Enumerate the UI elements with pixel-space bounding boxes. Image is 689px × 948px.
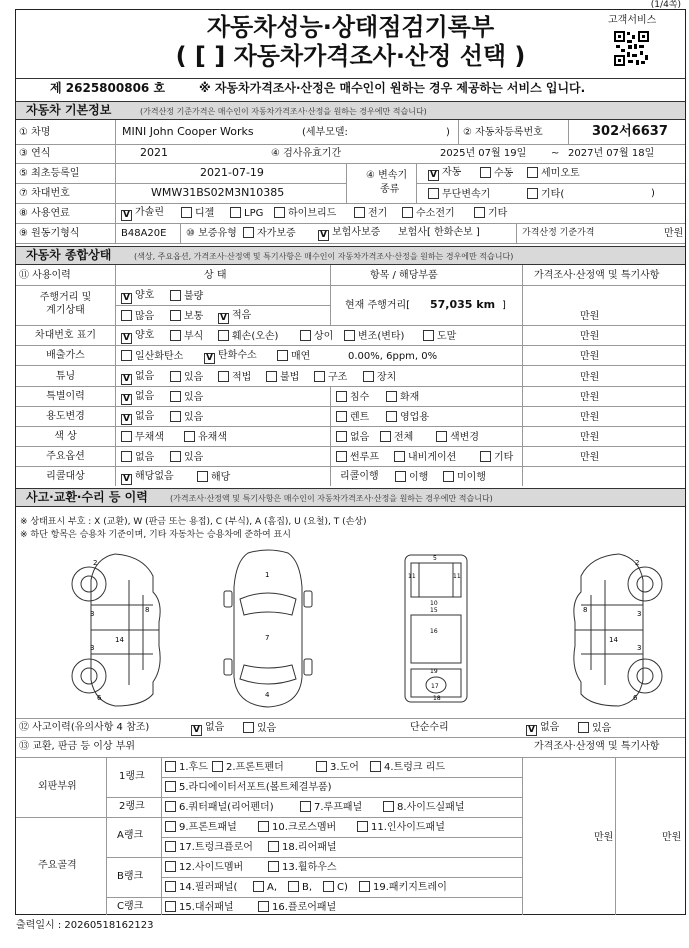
page-number: (1/4쪽) (650, 0, 681, 10)
part-door[interactable]: 3.도어 (316, 761, 359, 774)
part-floor-panel[interactable]: 16.플로어패널 (258, 901, 336, 914)
part-rear-panel[interactable]: 18.리어패널 (268, 841, 337, 854)
svg-text:3: 3 (637, 644, 642, 652)
special-none[interactable]: V 없음 (121, 391, 154, 405)
fuel-electric[interactable]: 전기 (354, 207, 387, 220)
use-none[interactable]: V 없음 (121, 411, 154, 425)
detail-model-close: ) (446, 127, 450, 138)
label-transmission: ④ 변속기 (366, 170, 408, 181)
option-other[interactable]: 기타 (480, 451, 513, 464)
svg-text:6: 6 (97, 694, 102, 702)
svg-text:6: 6 (633, 694, 638, 702)
model-year: 2021 (140, 146, 168, 159)
label-car-name: ① 차명 (19, 127, 51, 138)
label-abnormal-parts: ⑬ 교환, 판금 등 이상 부위 (19, 741, 136, 752)
mileage-bad[interactable]: 불량 (170, 290, 203, 303)
reg-number: 302서6637 (592, 124, 668, 139)
use-yes[interactable]: 있음 (170, 411, 203, 424)
car-left-side-diagram (55, 550, 185, 710)
fuel-hybrid[interactable]: 하이브리드 (274, 207, 336, 220)
emission-smoke[interactable]: 매연 (277, 350, 310, 363)
accident-note: (가격조사·산정액 및 특기사항은 매수인이 자동차가격조사·산정을 원하는 경우에만 적습니다) (170, 494, 493, 503)
vin-altered[interactable]: 변조(변타) (344, 330, 404, 343)
tuning-price: 만원 (580, 372, 600, 383)
part-cross-member[interactable]: 10.크로스멤버 (258, 821, 336, 834)
vin-good[interactable]: V 양호 (121, 330, 154, 344)
color-none[interactable]: 없음 (336, 431, 369, 444)
mileage-normal[interactable]: 보통 (170, 310, 203, 323)
label-options: 주요옵션 (46, 451, 85, 462)
first-reg-date: 2021-07-19 (200, 166, 264, 179)
recall-none[interactable]: V 해당없음 (121, 471, 174, 485)
special-yes[interactable]: 있음 (170, 391, 203, 404)
color-price: 만원 (580, 432, 600, 443)
label-outer-panel: 외판부위 (38, 781, 77, 792)
label-reg-number: ② 자동차등록번호 (463, 127, 543, 138)
vin-number: WMW31BS02M3N10385 (151, 186, 285, 199)
service-notice: ※ 자동차가격조사·산정은 매수인이 원하는 경우 제공하는 서비스 입니다. (199, 81, 586, 95)
svg-text:18: 18 (433, 695, 441, 702)
parts-price-2: 만원 (662, 832, 682, 843)
warranty-insurance[interactable]: V 보험사보증 (318, 227, 380, 241)
recall-yes[interactable]: 해당 (197, 471, 230, 484)
mileage-bracket-close: ] (502, 300, 506, 311)
current-mileage: 57,035 km (430, 298, 496, 311)
svg-text:8: 8 (145, 606, 150, 614)
part-quarter-panel[interactable]: 6.쿼터패널(리어펜더) (165, 801, 274, 814)
trans-semi[interactable]: 세미오토 (527, 167, 580, 180)
trans-other-close: ) (651, 188, 655, 199)
svg-text:2: 2 (635, 559, 640, 567)
car-frame-diagram (403, 551, 469, 706)
title-main: 자동차성능·상태점검기록부 (206, 13, 495, 41)
mileage-good[interactable]: V 양호 (121, 290, 154, 304)
use-rent[interactable]: 렌트 (336, 411, 369, 424)
label-use-change: 용도변경 (46, 411, 85, 422)
special-price: 만원 (580, 392, 600, 403)
overall-status-note: (색상, 주요옵션, 가격조사·산정액 및 특기사항은 매수인이 자동차가격조사·산정을 원하는 경우에만 적습니다) (134, 252, 514, 261)
svg-text:7: 7 (265, 634, 270, 642)
mileage-high[interactable]: 많음 (121, 310, 154, 323)
header-items: 항목 / 해당부품 (370, 270, 438, 281)
color-full[interactable]: 전체 (380, 431, 413, 444)
part-pillar-a[interactable]: A, (253, 881, 277, 894)
part-package-tray[interactable]: 19.패키지트레이 (359, 881, 447, 894)
svg-text:16: 16 (430, 628, 438, 635)
label-color: 색 상 (54, 431, 77, 442)
label-mileage: 주행거리 및 (39, 292, 92, 303)
trans-cvt[interactable]: 무단변속기 (428, 188, 490, 201)
label-main-frame: 주요골격 (38, 860, 77, 871)
label-usage-history: ⑪ 사용이력 (19, 270, 71, 281)
fuel-hydrogen[interactable]: 수소전기 (402, 207, 455, 220)
label-rank2: 2랭크 (119, 801, 145, 812)
label-rank-c: C랭크 (117, 901, 144, 912)
tuning-illegal[interactable]: 불법 (266, 371, 299, 384)
simple-repair-none[interactable]: V 없음 (526, 722, 559, 736)
part-inside-panel[interactable]: 11.인사이드패널 (357, 821, 445, 834)
svg-text:10: 10 (430, 600, 438, 607)
part-pillar-c[interactable]: C) (323, 881, 348, 894)
accident-yes[interactable]: 있음 (243, 722, 276, 735)
option-price: 만원 (580, 452, 600, 463)
label-simple-repair: 단순수리 (410, 722, 449, 733)
label-vin-marking: 차대번호 표기 (34, 330, 97, 341)
fuel-diesel[interactable]: 디젤 (181, 207, 214, 220)
trans-manual[interactable]: 수동 (480, 167, 513, 180)
tuning-structure[interactable]: 구조 (314, 371, 347, 384)
emission-price: 만원 (580, 351, 600, 362)
customer-service-label: 고객서비스 (608, 15, 657, 26)
label-rank-b: B랭크 (117, 871, 144, 882)
color-achromatic[interactable]: 무채색 (121, 431, 164, 444)
option-navigation[interactable]: 내비게이션 (394, 451, 456, 464)
emission-co[interactable]: 일산화탄소 (121, 350, 183, 363)
label-base-price: 가격산정 기준가격 (522, 228, 595, 238)
vin-different[interactable]: 상이 (300, 330, 333, 343)
label-current-mileage: 현재 주행거리[ (345, 300, 411, 311)
engine-type: B48A20E (121, 228, 167, 239)
option-sunroof[interactable]: 썬루프 (336, 451, 379, 464)
legend-symbols: ※ 상태표시 부호 : X (교환), W (판금 또는 용접), C (부식), A (흠집), U (요철), T (손상) (20, 517, 367, 527)
svg-text:8: 8 (583, 606, 588, 614)
svg-text:14: 14 (609, 636, 618, 644)
car-right-side-diagram (549, 550, 679, 710)
emission-values: 0.00%, 6ppm, 0% (348, 351, 438, 362)
use-price: 만원 (580, 412, 600, 423)
svg-text:5: 5 (433, 555, 437, 562)
label-rank1: 1랭크 (119, 771, 145, 782)
valid-to: 2027년 07월 18일 (568, 148, 655, 159)
legend-note: ※ 하단 항목은 승용차 기준이며, 기타 자동차는 승용차에 준하여 표시 (20, 530, 291, 540)
qr-code-icon (613, 30, 650, 67)
label-emission: 배출가스 (46, 350, 85, 361)
svg-text:17: 17 (431, 683, 439, 690)
svg-text:11: 11 (408, 573, 416, 580)
fuel-gasoline[interactable]: V 가솔린 (121, 207, 164, 221)
part-front-panel[interactable]: 9.프론트패널 (165, 821, 237, 834)
svg-text:11: 11 (453, 573, 461, 580)
basic-info-note: (가격산정 기준가격은 매수인이 자동차가격조사·산정을 원하는 경우에만 적습니다) (140, 107, 427, 116)
doc-number: 제 2625800806 호 (50, 81, 166, 95)
part-hood[interactable]: 1.후드 (165, 761, 208, 774)
part-pillar-panel[interactable]: 14.필러패널( (165, 881, 237, 894)
warranty-self[interactable]: 자가보증 (243, 227, 296, 240)
car-name: MINI John Cooper Works (122, 125, 254, 138)
simple-repair-yes[interactable]: 있음 (578, 722, 611, 735)
svg-text:2: 2 (93, 559, 98, 567)
mileage-price: 만원 (580, 311, 600, 322)
label-valid-period: ④ 검사유효기간 (271, 148, 342, 159)
valid-from: 2025년 07월 19일 (440, 148, 527, 159)
tuning-yes[interactable]: 있음 (170, 371, 203, 384)
label-recall-done: 리콜이행 (340, 471, 379, 482)
fuel-other[interactable]: 기타 (474, 207, 507, 220)
trans-other[interactable]: 기타( (527, 188, 564, 201)
part-radiator-support[interactable]: 5.라디에이터서포트(볼트체결부품) (165, 781, 332, 794)
part-dash-panel[interactable]: 15.대쉬패널 (165, 901, 234, 914)
special-fire[interactable]: 화재 (386, 391, 419, 404)
svg-text:3: 3 (90, 610, 95, 618)
mileage-low[interactable]: V 적음 (218, 310, 251, 324)
tuning-device[interactable]: 장치 (363, 371, 396, 384)
label-accident-history: ⑫ 사고이력(유의사항 4 참조) (19, 722, 150, 733)
svg-text:14: 14 (115, 636, 124, 644)
vin-corrosion[interactable]: 부식 (170, 330, 203, 343)
vin-painted[interactable]: 도말 (423, 330, 456, 343)
label-gauge: 계기상태 (46, 305, 85, 316)
color-chromatic[interactable]: 유채색 (184, 431, 227, 444)
valid-tilde: ~ (551, 148, 560, 159)
accident-none[interactable]: V 없음 (191, 722, 224, 736)
label-warranty: ⑩ 보증유형 (186, 228, 237, 239)
base-price-unit: 만원 (664, 228, 684, 239)
overall-status-title: 자동차 종합상태 (26, 248, 112, 262)
label-special-history: 특별이력 (46, 391, 85, 402)
svg-text:3: 3 (90, 644, 95, 652)
fuel-lpg[interactable]: LPG (230, 207, 263, 220)
svg-text:19: 19 (430, 668, 438, 675)
label-year: ③ 연식 (19, 148, 51, 159)
part-pillar-b[interactable]: B, (288, 881, 312, 894)
print-date: 출력일시 : 20260518162123 (16, 920, 154, 931)
emission-hc[interactable]: V 탄화수소 (204, 350, 257, 364)
special-flood[interactable]: 침수 (336, 391, 369, 404)
label-fuel: ⑧ 사용연료 (19, 208, 70, 219)
header-status: 상 태 (204, 270, 227, 281)
trans-auto[interactable]: V 자동 (428, 167, 461, 181)
part-roof-panel[interactable]: 7.루프패널 (300, 801, 362, 814)
part-wheel-house[interactable]: 13.휠하우스 (268, 861, 337, 874)
recall-done[interactable]: 이행 (395, 471, 428, 484)
color-change[interactable]: 색변경 (436, 431, 479, 444)
label-recall: 리콜대상 (46, 471, 85, 482)
svg-text:1: 1 (265, 571, 270, 579)
recall-not-done[interactable]: 미이행 (443, 471, 486, 484)
svg-text:15: 15 (430, 607, 438, 614)
option-yes[interactable]: 있음 (170, 451, 203, 464)
car-top-diagram (218, 547, 318, 712)
tuning-legal[interactable]: 적법 (218, 371, 251, 384)
parts-price-1: 만원 (594, 832, 614, 843)
accident-title: 사고·교환·수리 등 이력 (26, 490, 148, 504)
title-selection: ( [ ] 자동차가격조사·산정 선택 ) (175, 42, 526, 70)
header-parts-price: 가격조사·산정액 및 특기사항 (534, 741, 660, 752)
vin-price: 만원 (580, 331, 600, 342)
svg-text:3: 3 (637, 610, 642, 618)
label-transmission-type: 종류 (380, 184, 400, 195)
option-none[interactable]: 없음 (121, 451, 154, 464)
label-tuning: 튜닝 (55, 371, 76, 382)
label-first-reg: ⑤ 최초등록일 (19, 168, 80, 179)
label-rank-a: A랭크 (117, 830, 144, 841)
warranty-company: 보험사[ 한화손보 ] (398, 227, 480, 238)
part-trunk-lid[interactable]: 4.트렁크 리드 (370, 761, 445, 774)
part-side-sill[interactable]: 8.사이드실패널 (383, 801, 465, 814)
part-front-fender[interactable]: 2.프론트펜더 (212, 761, 284, 774)
label-engine: ⑨ 원동기형식 (19, 228, 80, 239)
header-price-notes: 가격조사·산정액 및 특기사항 (534, 270, 660, 281)
part-side-member[interactable]: 12.사이드멤버 (165, 861, 243, 874)
vin-damaged[interactable]: 훼손(오손) (218, 330, 278, 343)
use-commercial[interactable]: 영업용 (386, 411, 429, 424)
label-vin: ⑦ 차대번호 (19, 188, 70, 199)
tuning-none[interactable]: V 없음 (121, 371, 154, 385)
part-trunk-floor[interactable]: 17.트렁크플로어 (165, 841, 253, 854)
svg-text:4: 4 (265, 691, 270, 699)
label-detail-model: (세부모델: (302, 127, 348, 138)
basic-info-title: 자동차 기본정보 (26, 103, 112, 117)
